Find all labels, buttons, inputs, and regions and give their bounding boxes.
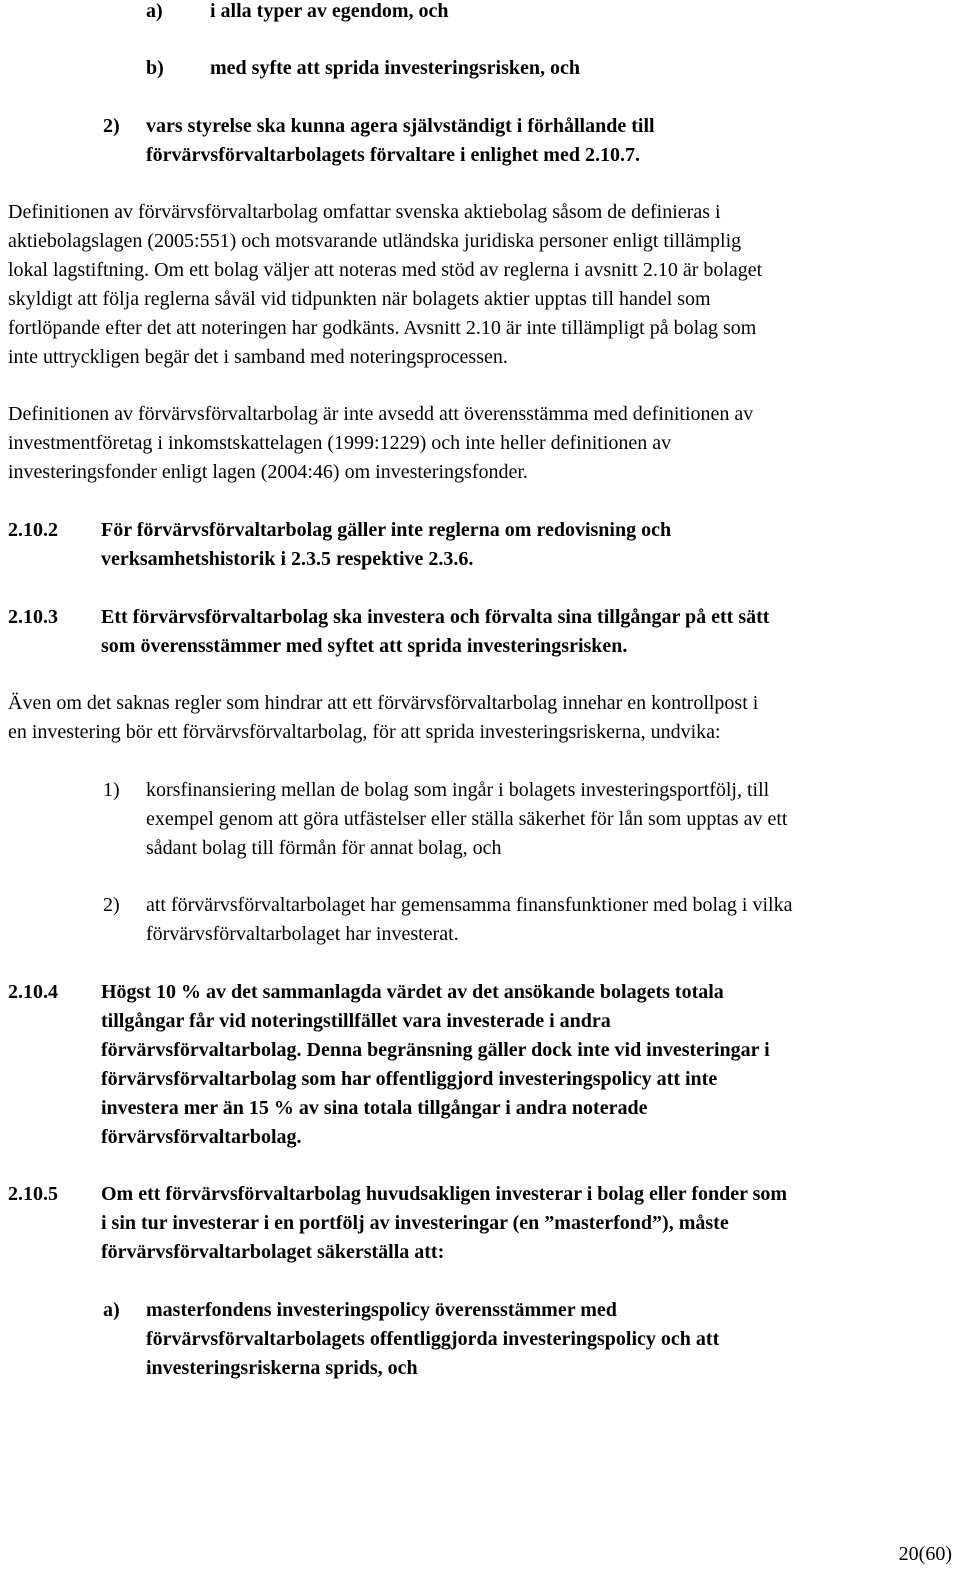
- list-item-a2-line-2: förvärvsförvaltarbolagets offentliggjorda investeringspolicy och att: [146, 1328, 720, 1350]
- page-number: 20(60): [898, 1543, 952, 1565]
- rule-number-2-10-3: 2.10.3: [8, 606, 58, 628]
- list-item-a2-line-3: investeringsriskerna sprids, och: [146, 1357, 418, 1379]
- rule-2-10-2-line-2: verksamhetshistorik i 2.3.5 respektive 2.3.6.: [101, 548, 474, 570]
- list-item-2-line-1: vars styrelse ska kunna agera självständigt i förhållande till: [146, 115, 655, 137]
- paragraph-1-line-3: lokal lagstiftning. Om ett bolag väljer att noteras med stöd av reglerna i avsnitt 2.10 är bolaget: [8, 259, 763, 281]
- rule-2-10-5-line-2: i sin tur investerar i en portfölj av investeringar (en ”masterfond”), måste: [101, 1212, 729, 1234]
- paragraph-1-line-1: Definitionen av förvärvsförvaltarbolag omfattar svenska aktiebolag såsom de definieras i: [8, 201, 721, 223]
- paragraph-2-line-3: investeringsfonder enligt lagen (2004:46) om investeringsfonder.: [8, 461, 528, 483]
- list-marker-a: a): [146, 0, 163, 22]
- paragraph-1-line-2: aktiebolagslagen (2005:551) och motsvarande utländska juridiska personer enligt tillämplig: [8, 230, 742, 252]
- rule-2-10-3-line-2: som överensstämmer med syftet att sprida investeringsrisken.: [101, 635, 628, 657]
- rule-2-10-4-line-3: förvärvsförvaltarbolag. Denna begränsning gäller dock inte vid investeringar i: [101, 1039, 770, 1061]
- rule-2-10-5-line-3: förvärvsförvaltarbolaget säkerställa att:: [101, 1241, 445, 1263]
- rule-2-10-4-line-4: förvärvsförvaltarbolag som har offentliggjord investeringspolicy att inte: [101, 1068, 718, 1090]
- rule-2-10-2-line-1: För förvärvsförvaltarbolag gäller inte reglerna om redovisning och: [101, 519, 672, 541]
- paragraph-2-line-1: Definitionen av förvärvsförvaltarbolag är inte avsedd att överensstämma med definitionen av: [8, 403, 754, 425]
- paragraph-1-line-5: fortlöpande efter det att noteringen har godkänts. Avsnitt 2.10 är inte tillämpligt på bolag som: [8, 317, 757, 339]
- rule-2-10-5-line-1: Om ett förvärvsförvaltarbolag huvudsakligen investerar i bolag eller fonder som: [101, 1183, 788, 1205]
- paragraph-1-line-4: skyldigt att följa reglerna såväl vid tidpunkten när bolagets aktier upptas till handel som: [8, 288, 711, 310]
- list-item-2b-line-1: att förvärvsförvaltarbolaget har gemensamma finansfunktioner med bolag i vilka: [146, 894, 793, 916]
- list-item-a-text: i alla typer av egendom, och: [210, 0, 449, 22]
- rule-number-2-10-5: 2.10.5: [8, 1183, 58, 1205]
- list-marker-1: 1): [103, 779, 120, 801]
- list-marker-2b: 2): [103, 894, 120, 916]
- paragraph-1-line-6: inte uttryckligen begär det i samband med noteringsprocessen.: [8, 346, 508, 368]
- rule-number-2-10-2: 2.10.2: [8, 519, 58, 541]
- rule-2-10-4-line-1: Högst 10 % av det sammanlagda värdet av det ansökande bolagets totala: [101, 981, 724, 1003]
- rule-2-10-3-line-1: Ett förvärvsförvaltarbolag ska investera och förvalta sina tillgångar på ett sätt: [101, 606, 770, 628]
- list-item-1-line-3: sådant bolag till förmån för annat bolag, och: [146, 837, 502, 859]
- list-item-1-line-2: exempel genom att göra utfästelser eller ställa säkerhet för lån som upptas av ett: [146, 808, 788, 830]
- list-item-b-text: med syfte att sprida investeringsrisken, och: [210, 57, 580, 79]
- list-marker-2: 2): [103, 115, 120, 137]
- list-item-2b-line-2: förvärvsförvaltarbolaget har investerat.: [146, 923, 459, 945]
- list-marker-a2: a): [103, 1299, 120, 1321]
- list-item-a2-line-1: masterfondens investeringspolicy överensstämmer med: [146, 1299, 617, 1321]
- rule-2-10-4-line-5: investera mer än 15 % av sina totala tillgångar i andra noterade: [101, 1097, 648, 1119]
- rule-2-10-4-line-6: förvärvsförvaltarbolag.: [101, 1126, 302, 1148]
- paragraph-3-line-1: Även om det saknas regler som hindrar att ett förvärvsförvaltarbolag innehar en kontrollpost i: [8, 692, 759, 714]
- paragraph-3-line-2: en investering bör ett förvärvsförvaltarbolag, för att sprida investeringsriskerna, undvika:: [8, 721, 721, 743]
- rule-2-10-4-line-2: tillgångar får vid noteringstillfället vara investerade i andra: [101, 1010, 611, 1032]
- list-item-1-line-1: korsfinansiering mellan de bolag som ingår i bolagets investeringsportfölj, till: [146, 779, 770, 801]
- paragraph-2-line-2: investmentföretag i inkomstskattelagen (1999:1229) och inte heller definitionen av: [8, 432, 672, 454]
- list-item-2-line-2: förvärvsförvaltarbolagets förvaltare i enlighet med 2.10.7.: [146, 144, 640, 166]
- list-marker-b: b): [146, 57, 164, 79]
- rule-number-2-10-4: 2.10.4: [8, 981, 58, 1003]
